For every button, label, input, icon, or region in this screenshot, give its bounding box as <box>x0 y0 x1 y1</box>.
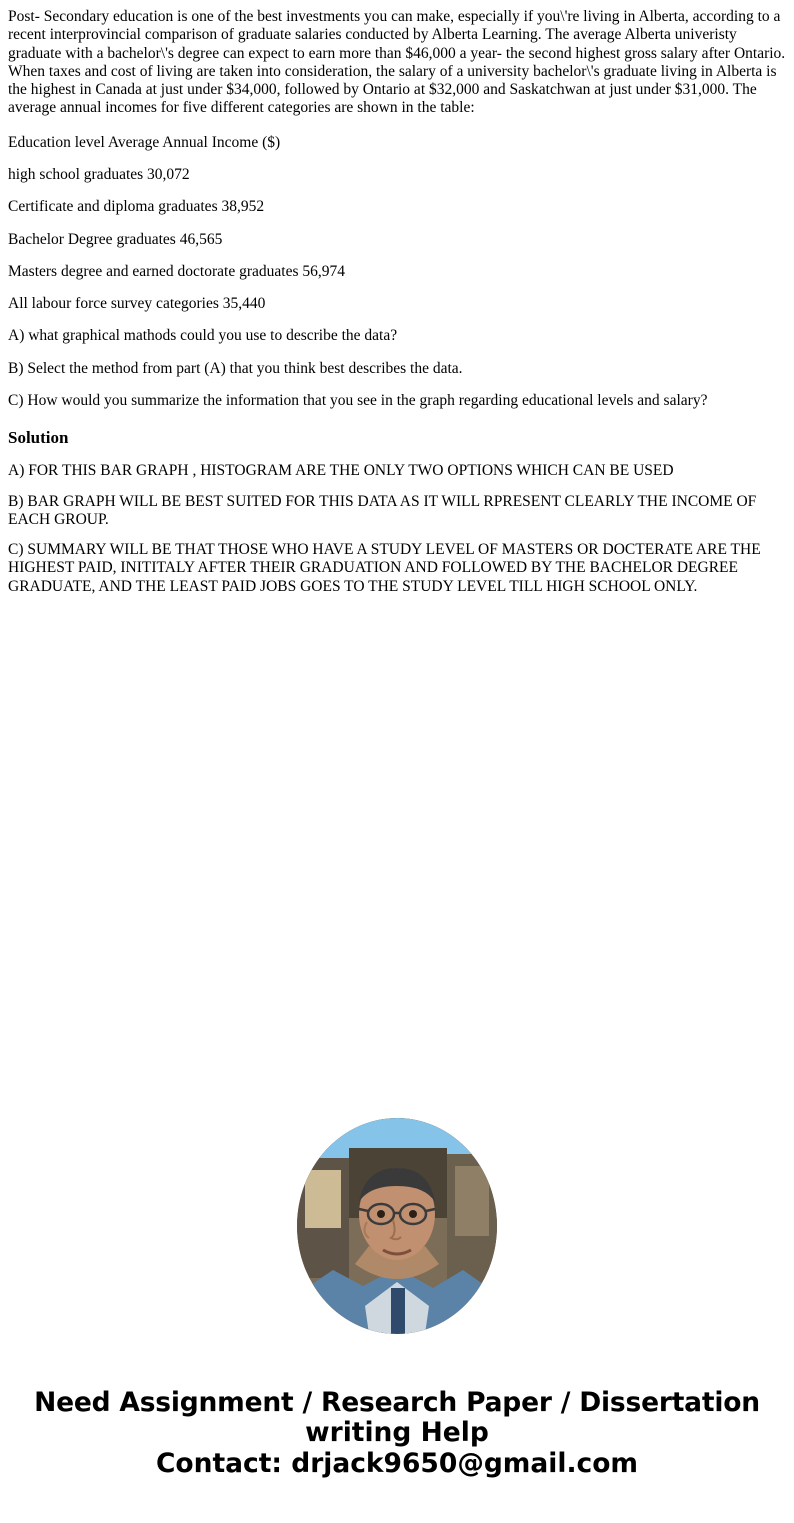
promo-line-1: Need Assignment / Research Paper / Dissertation <box>34 1386 760 1418</box>
content-spacer <box>8 608 786 1108</box>
table-row: Certificate and diploma graduates 38,952 <box>8 198 265 216</box>
promo-contact-line: Contact: drjack9650@gmail.com <box>155 1447 639 1479</box>
promo-block <box>8 1118 786 1479</box>
table-row: All labour force survey categories 35,440 <box>8 295 266 313</box>
avatar <box>297 1118 497 1334</box>
intro-paragraph: Post- Secondary education is one of the best investments you can make, especially if you\'re living in Alberta, according to a recent interprovincial comparison of graduate salaries conducted by Alberta Learning. The average Alberta univeristy graduate with a bachelor\'s degree can expect to earn more than $46,000 a year- the second highest gross salary after Ontario. When taxes and cost of living are taken into consideration, the salary of a university bachelor\'s graduate living in Alberta is the highest in Canada at just under $34,000, followed by Ontario at $32,000 and Saskatchwan at just under $31,000. The average annual incomes for five different categories are shown in the table: <box>8 8 786 117</box>
table-row: high school graduates 30,072 <box>8 165 190 183</box>
table-header-line: Education level Average Annual Income ($) <box>8 133 281 151</box>
table-row: Masters degree and earned doctorate graduates 56,974 <box>8 262 345 280</box>
question-a: A) what graphical mathods could you use to describe the data? <box>8 327 398 345</box>
solution-a: A) FOR THIS BAR GRAPH , HISTOGRAM ARE THE ONLY TWO OPTIONS WHICH CAN BE USED <box>8 462 674 480</box>
promo-line-2: writing Help <box>305 1417 489 1449</box>
question-b: B) Select the method from part (A) that you think best describes the data. <box>8 359 463 377</box>
solution-c: C) SUMMARY WILL BE THAT THOSE WHO HAVE A STUDY LEVEL OF MASTERS OR DOCTERATE ARE THE HIGHEST PAID, INITITALY AFTER THEIR GRADUATION AND FOLLOWED BY THE BACHELOR DEGREE GRADUATE, AND THE LEAST PAID JOBS GOES TO THE STUDY LEVEL TILL HIGH SCHOOL ONLY. <box>8 541 761 595</box>
solution-heading: Solution <box>8 428 69 448</box>
avatar-wrapper <box>8 1118 786 1334</box>
question-c: C) How would you summarize the information that you see in the graph regarding educational levels and salary? <box>8 391 708 409</box>
table-row: Bachelor Degree graduates 46,565 <box>8 230 223 248</box>
solution-b: B) BAR GRAPH WILL BE BEST SUITED FOR THIS DATA AS IT WILL RPRESENT CLEARLY THE INCOME OF EACH GROUP. <box>8 492 757 528</box>
portrait-photo-icon <box>297 1118 497 1334</box>
